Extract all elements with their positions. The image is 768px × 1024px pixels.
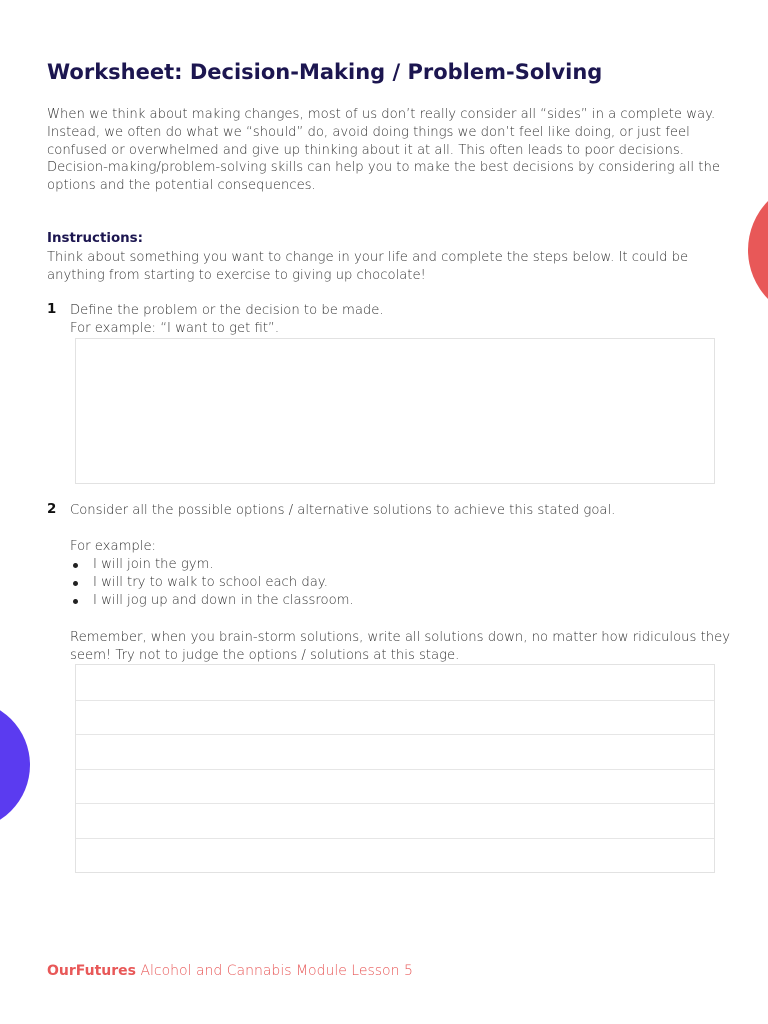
instructions-text: Think about something you want to change in your life and complete the steps below. It could be anything from starting to exercise to giving up chocolate! [47,250,689,283]
answer-line[interactable] [76,803,714,838]
step-2-answer-lines [75,664,715,873]
answer-line[interactable] [76,769,714,804]
worksheet-title: Worksheet: Decision-Making / Problem-Solving [47,60,603,84]
intro-paragraph: When we think about making changes, most of us don’t really consider all “sides” in a complete way. Instead, we often do what we “should” do, avoid doing things we don’t feel like doing, or just feel confused or overwhelmed and give up thinking about it at all. This often leads to poor decisions. Decision-making/problem-solving skills can help you to make the best decisions by considering all the options and the potential consequences. [47,107,720,194]
decorative-purple-circle [0,700,30,830]
step-2-example-label: For example: [70,539,157,554]
answer-line[interactable] [76,734,714,769]
list-item: I will join the gym. [70,556,354,574]
step-1-text: Define the problem or the decision to be made. [70,303,384,318]
answer-line[interactable] [76,838,714,873]
footer-module-text: Alcohol and Cannabis Module Lesson 5 [136,963,413,979]
page-footer [47,963,413,979]
footer-brand: OurFutures [47,963,136,979]
answer-line[interactable] [76,665,714,700]
list-item: I will jog up and down in the classroom. [70,592,354,610]
step-2-number: 2 [47,502,57,517]
step-1-number: 1 [47,302,57,317]
step-1-answer-box[interactable] [75,338,715,484]
list-item: I will try to walk to school each day. [70,574,354,592]
step-2-example-list [70,556,354,610]
answer-line[interactable] [76,700,714,735]
decorative-red-circle [748,180,768,320]
step-2-text: Consider all the possible options / alternative solutions to achieve this stated goal. [70,503,616,518]
step-1-example: For example: “I want to get fit”. [70,321,280,336]
step-2-reminder: Remember, when you brain-storm solutions, write all solutions down, no matter how ridiculous they seem! Try not to judge the options / solutions at this stage. [70,630,731,663]
instructions-label: Instructions: [47,231,144,246]
